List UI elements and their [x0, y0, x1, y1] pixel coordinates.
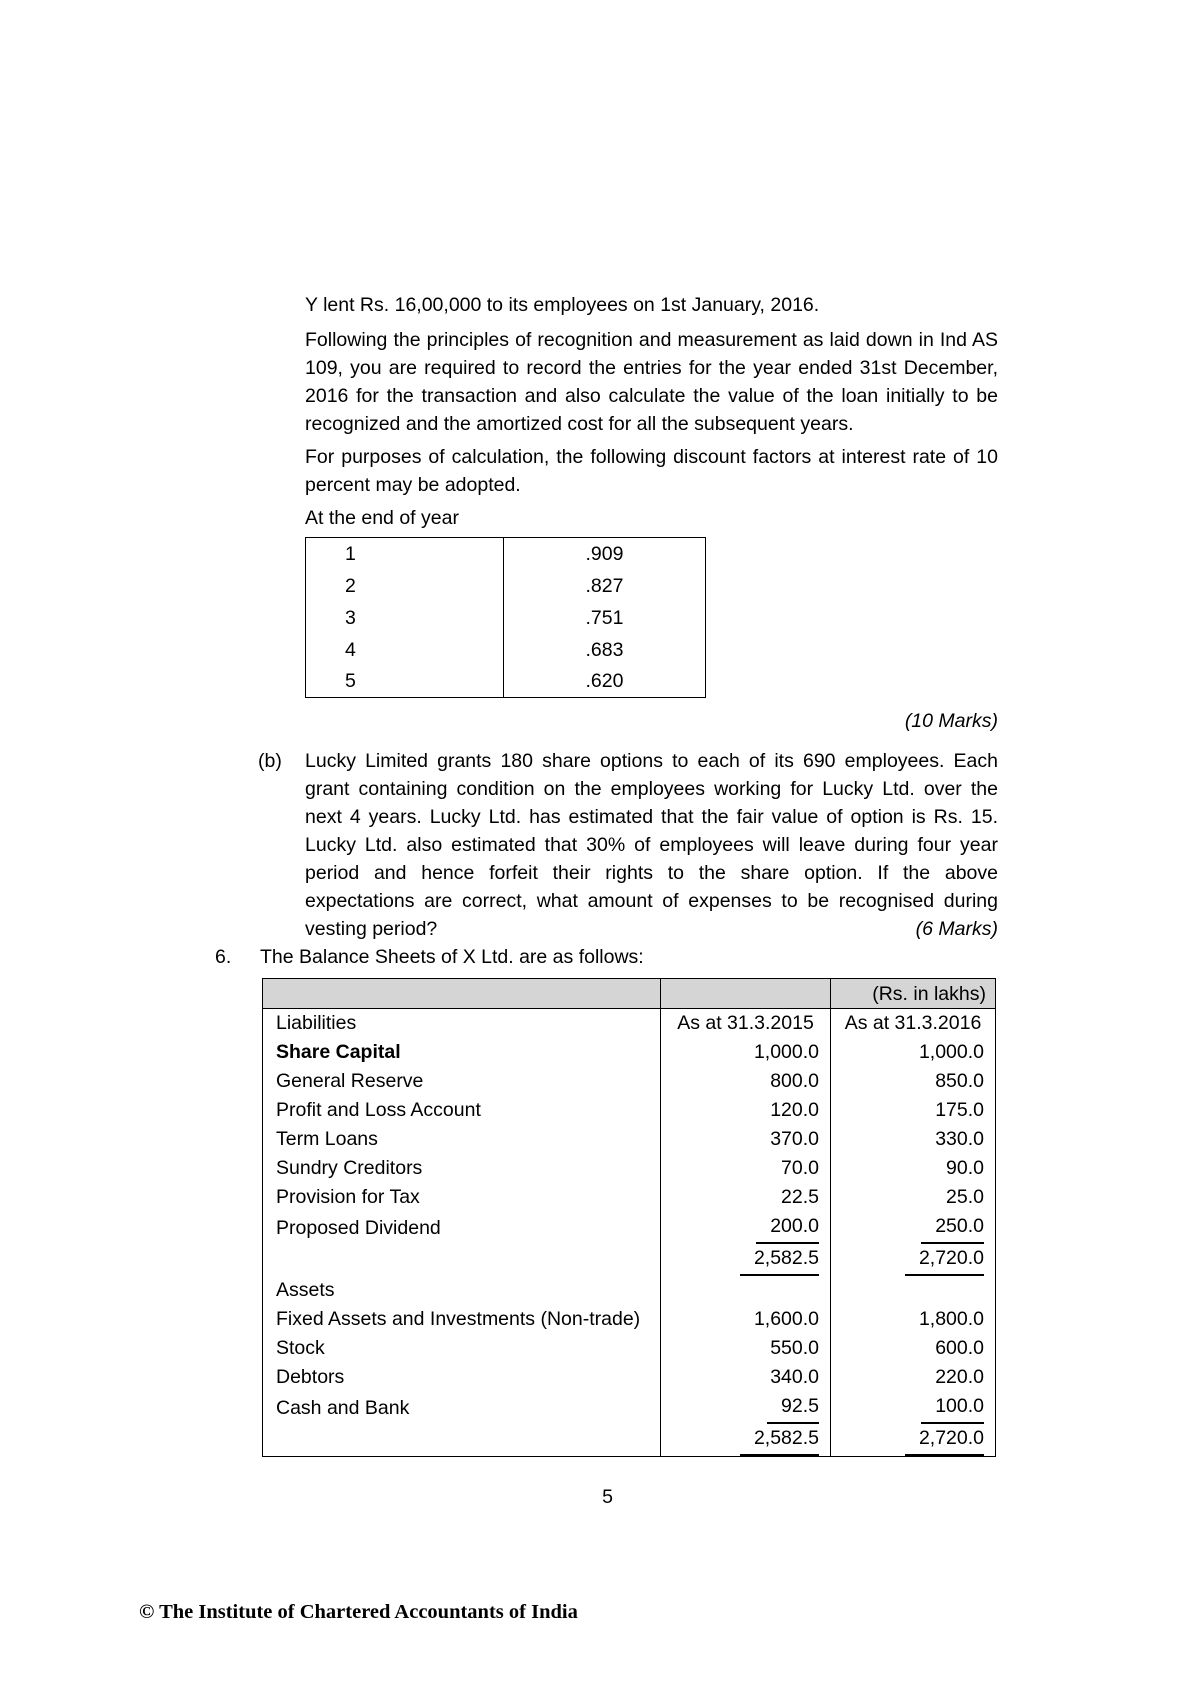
value-2015-cell: 1,000.0 [661, 1038, 831, 1067]
row-label-cell: Cash and Bank [276, 1396, 410, 1419]
balance-sheet-table [262, 978, 996, 1457]
paragraph-discount-factors: For purposes of calculation, the following discount factors at interest rate of 10 percent may be adopted. [305, 446, 998, 496]
value-2015-cell: 70.0 [661, 1154, 831, 1183]
value-2015-cell [661, 1424, 831, 1457]
underlined-total: 2,720.0 [905, 1244, 984, 1276]
value-2015-cell: 22.5 [661, 1183, 831, 1212]
row-assets-total [263, 1424, 996, 1457]
shaded-cell [263, 979, 661, 1009]
value-2016-cell: 1,800.0 [831, 1305, 996, 1334]
value-2016-cell: 850.0 [831, 1067, 996, 1096]
row-label-cell: Profit and Loss Account [276, 1099, 481, 1121]
column-header-row [263, 1009, 996, 1038]
paragraph-loan-intro: Y lent Rs. 16,00,000 to its employees on 1st January, 2016. [305, 294, 820, 316]
liabilities-heading-cell: Liabilities [276, 1012, 357, 1035]
value-2015-cell: 550.0 [661, 1334, 831, 1363]
underlined-value: 250.0 [921, 1212, 984, 1244]
value-2015-cell [661, 1276, 831, 1305]
value-2016-cell: 220.0 [831, 1363, 996, 1392]
value-2015-cell: 1,600.0 [661, 1305, 831, 1334]
value-2016-cell: 330.0 [831, 1125, 996, 1154]
value-2016-cell [831, 1244, 996, 1276]
question-6 [215, 943, 1000, 971]
year-cell: 5 [306, 666, 504, 698]
row-label-cell: Proposed Dividend [276, 1216, 441, 1239]
row-label-cell: Term Loans [276, 1128, 378, 1150]
year-cell: 2 [306, 570, 504, 602]
row-provision-for-tax [263, 1183, 996, 1212]
row-stock [263, 1334, 996, 1363]
value-2015-cell [661, 1392, 831, 1424]
as-at-2015-cell: As at 31.3.2015 [661, 1009, 831, 1038]
factor-cell: .683 [504, 634, 706, 666]
discount-row [306, 666, 706, 698]
shaded-header-row [263, 979, 996, 1009]
value-2015-cell: 120.0 [661, 1096, 831, 1125]
row-label-cell: Fixed Assets and Investments (Non-trade) [276, 1308, 641, 1330]
row-general-reserve [263, 1067, 996, 1096]
question-6-text: The Balance Sheets of X Ltd. are as follows: [260, 946, 644, 968]
factor-cell: .827 [504, 570, 706, 602]
page-number: 5 [602, 1485, 613, 1508]
underlined-value: 92.5 [767, 1392, 819, 1424]
row-label-cell: Stock [276, 1337, 325, 1359]
discount-row [306, 538, 706, 570]
row-fixed-assets [263, 1305, 996, 1334]
value-2016-cell [831, 1276, 996, 1305]
year-cell: 4 [306, 634, 504, 666]
row-label-cell: Sundry Creditors [276, 1157, 423, 1179]
paragraph-ind-as-109: Following the principles of recognition and measurement as laid down in Ind AS 109, you are required to record the entries for the year ended 31st December, 2016 for the transaction and also calculate the value of the loan initially to be recognized and the amortized cost for all the subsequent years. [305, 329, 998, 435]
underlined-total: 2,582.5 [740, 1424, 819, 1456]
copyright-footer: © The Institute of Chartered Accountants of India [139, 1601, 578, 1623]
row-label-cell [263, 1244, 661, 1276]
value-2016-cell [831, 1424, 996, 1457]
discount-factor-table [305, 537, 706, 698]
underlined-value: 100.0 [921, 1392, 984, 1424]
factor-cell: .620 [504, 666, 706, 698]
discount-row [306, 570, 706, 602]
value-2015-cell [661, 1212, 831, 1244]
row-proposed-dividend [263, 1212, 996, 1244]
row-label-cell: Debtors [276, 1366, 345, 1388]
value-2016-cell: 600.0 [831, 1334, 996, 1363]
item-b-text: Lucky Limited grants 180 share options to each of its 690 employees. Each grant containing condition on the employees working for Lucky Ltd. over the next 4 years. Lucky Ltd. has estimated that the fair value of option is Rs. 15. Lucky Ltd. also estimated that 30% of employees will leave during four year period and hence forfeit their rights to the share option. If the above expectations are correct, what amount of expenses to be recognised during vesting period? [305, 750, 998, 940]
value-2015-cell: 800.0 [661, 1067, 831, 1096]
discount-row [306, 602, 706, 634]
value-2016-cell: 1,000.0 [831, 1038, 996, 1067]
underlined-value: 200.0 [756, 1212, 819, 1244]
row-liabilities-total [263, 1244, 996, 1276]
shaded-cell [661, 979, 831, 1009]
row-debtors [263, 1363, 996, 1392]
row-profit-loss-account [263, 1096, 996, 1125]
units-note-cell: (Rs. in lakhs) [831, 979, 996, 1009]
row-label-cell: Assets [276, 1279, 335, 1301]
year-cell: 1 [306, 538, 504, 570]
question-6-number: 6. [215, 946, 232, 968]
value-2015-cell [661, 1244, 831, 1276]
underlined-total: 2,582.5 [740, 1244, 819, 1276]
discount-row [306, 634, 706, 666]
row-share-capital [263, 1038, 996, 1067]
row-label-cell [263, 1424, 661, 1457]
value-2015-cell: 370.0 [661, 1125, 831, 1154]
row-label-cell: Provision for Tax [276, 1186, 420, 1208]
value-2016-cell: 25.0 [831, 1183, 996, 1212]
value-2015-cell: 340.0 [661, 1363, 831, 1392]
row-label-cell: Share Capital [276, 1041, 401, 1063]
row-sundry-creditors [263, 1154, 996, 1183]
year-cell: 3 [306, 602, 504, 634]
row-label-cell: General Reserve [276, 1070, 424, 1092]
question-item-b [215, 747, 1000, 943]
value-2016-cell [831, 1212, 996, 1244]
value-2016-cell: 175.0 [831, 1096, 996, 1125]
page-content [215, 0, 1000, 1511]
marks-10: (10 Marks) [904, 710, 998, 732]
factor-cell: .909 [504, 538, 706, 570]
row-cash-and-bank [263, 1392, 996, 1424]
row-assets-section [263, 1276, 996, 1305]
underlined-total: 2,720.0 [905, 1424, 984, 1456]
paragraph-at-end-of-year: At the end of year [305, 507, 459, 529]
row-term-loans [263, 1125, 996, 1154]
item-b-label: (b) [258, 750, 282, 772]
factor-cell: .751 [504, 602, 706, 634]
value-2016-cell: 90.0 [831, 1154, 996, 1183]
as-at-2016-cell: As at 31.3.2016 [831, 1009, 996, 1038]
value-2016-cell [831, 1392, 996, 1424]
marks-6: (6 Marks) [915, 918, 998, 940]
